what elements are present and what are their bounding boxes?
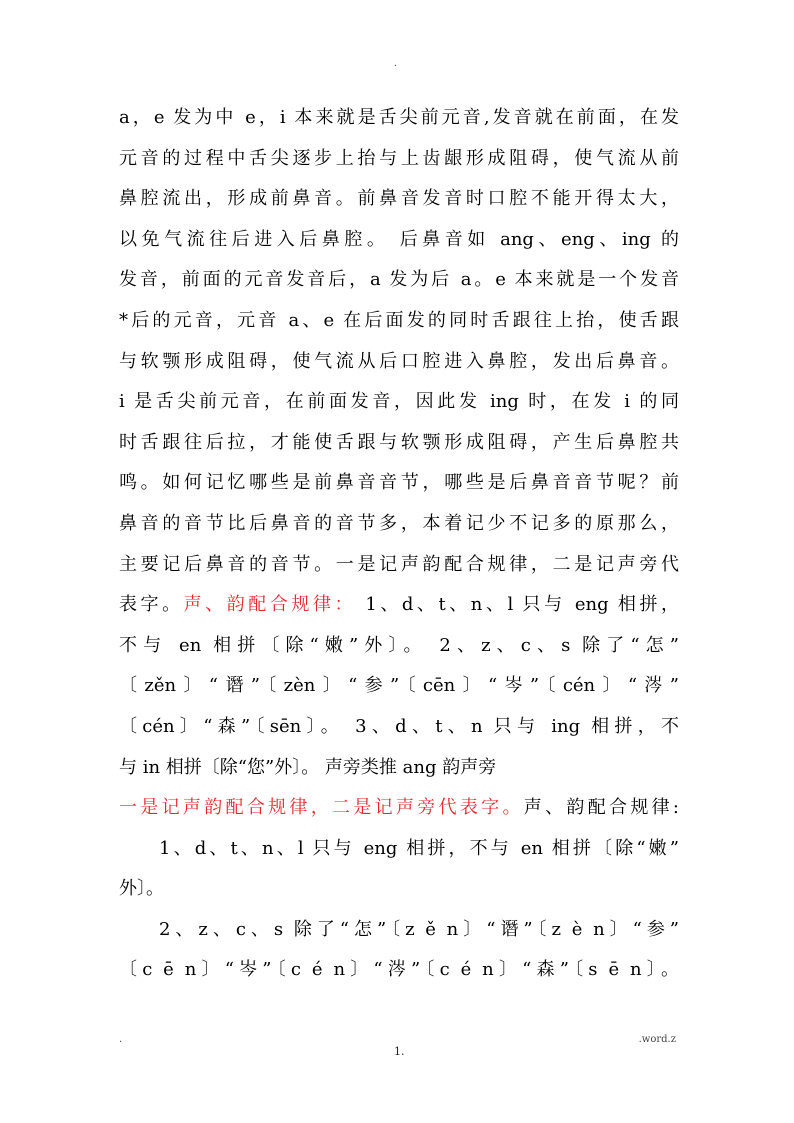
text-line [119,950,679,991]
text-run: 发音，前面的元音发音后，a 发为后 a。e 本来就是一个发音 [119,269,679,291]
text-line [119,301,679,342]
text-line [119,220,679,261]
text-run: 时舌跟往后拉，才能使舌跟与软颚形成阻碍，产生后鼻腔共 [119,431,679,453]
text-line [119,463,679,504]
text-run: 主要记后鼻音的音节。一是记声韵配合规律，二是记声旁代 [119,553,679,575]
text-run: 〔zěn〕“谮”〔zèn〕“参”〔cēn〕“岑”〔cén〕“涔” [119,675,679,697]
text-run: 鼻音的音节比后鼻音的音节多，本着记少不记多的原那么， [119,512,679,534]
text-run: 以免气流往后进入后鼻腔。 后鼻音如 ang、eng、ing 的 [119,228,679,250]
text-line [119,626,679,667]
text-line [119,666,679,707]
footer-dot: . [119,1034,123,1045]
document-body [119,98,679,991]
text-line [119,179,679,220]
text-line [119,748,679,789]
text-run: 声、韵配合规律: [523,797,679,819]
text-run: 元音的过程中舌尖逐步上抬与上齿龈形成阻碍，使气流从前 [119,147,679,169]
header-mark: . [394,58,398,69]
text-run: 不与 en 相拼〔除“嫩”外〕。 2、z、c、s 除了“怎” [119,634,679,656]
text-line [119,342,679,383]
text-run: 外〕。 [119,878,164,900]
highlight-text: 一是记声韵配合规律，二是记声旁代表字。 [119,797,524,819]
text-run: 与软颚形成阻碍，使气流从后口腔进入鼻腔，发出后鼻音。 [119,350,679,372]
text-line [119,139,679,180]
text-run: 鸣。如何记忆哪些是前鼻音音节，哪些是后鼻音音节呢？前 [119,472,679,494]
footer-brand: .word.z [638,1034,676,1045]
text-run: 〔cén〕“森”〔sēn〕。 3、d、t、n 只与 ing 相拼，不 [119,715,679,737]
text-line [119,910,679,951]
text-run: *后的元音，元音 a、e 在后面发的同时舌跟往上抬，使舌跟 [119,309,679,331]
text-line [119,382,679,423]
text-run: 鼻腔流出，形成前鼻音。前鼻音发音时口腔不能开得太大， [119,188,679,210]
text-run: 2、z、c、s 除了“怎”〔z ě n〕“谮”〔z è n〕“参” [159,918,679,940]
text-run: 与 in 相拼〔除“您”外〕。 声旁类推 ang 韵声旁 [119,756,497,778]
text-line [119,869,679,910]
text-line [119,260,679,301]
text-line [119,707,679,748]
text-line [119,423,679,464]
text-run: 表字。 [119,594,184,616]
text-line [119,98,679,139]
text-run: 〔c ē n〕“岑”〔c é n〕“涔”〔c é n〕“森”〔s ē n〕。 [119,959,679,981]
text-run: a，e 发为中 e，i 本来就是舌尖前元音,发音就在前面，在发 [119,107,679,128]
text-run: 1、d、t、n、l 只与 eng 相拼， [356,594,679,616]
highlight-text: 声、韵配合规律： [183,594,357,616]
text-line [119,788,679,829]
text-run: 1、d、t、n、l 只与 eng 相拼，不与 en 相拼〔除“嫩” [159,837,679,859]
text-line [119,504,679,545]
text-line [119,829,679,870]
text-line [119,585,679,626]
text-run: i 是舌尖前元音，在前面发音，因此发 ing 时，在发 i 的同 [119,391,679,413]
text-line [119,545,679,586]
page-number: 1. [394,1045,405,1058]
